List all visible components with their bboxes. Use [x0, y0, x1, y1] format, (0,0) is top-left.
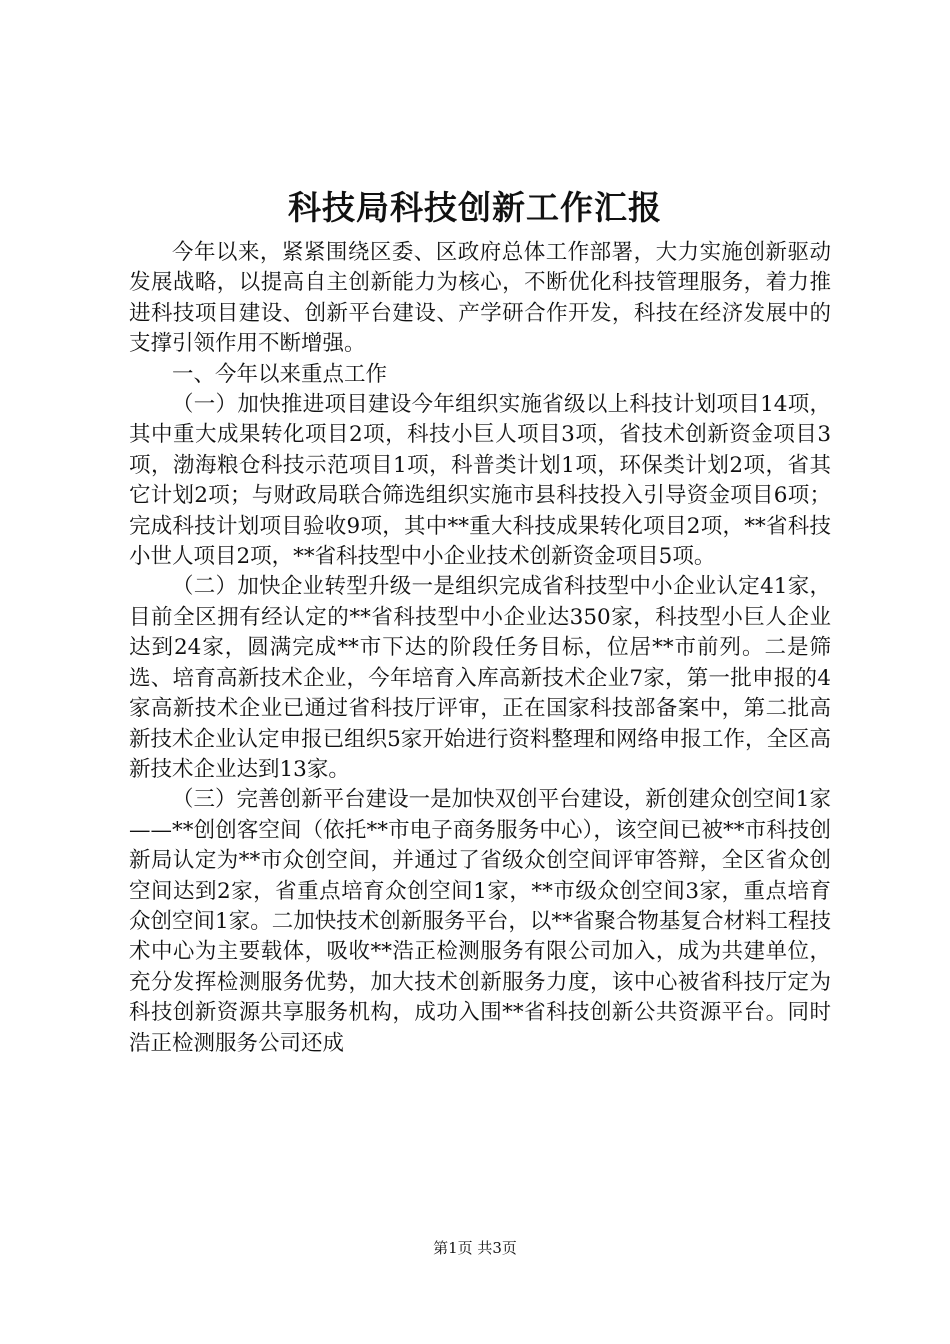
paragraph-project-construction: （一）加快推进项目建设今年组织实施省级以上科技计划项目14项，其中重大成果转化项目2项，科技小巨人项目3项，省技术创新资金项目3项，渤海粮仓科技示范项目1项，科普类计划1项，环保类计划2项，省其它计划2项；与财政局联合筛选组织实施市县科技投入引导资金项目6项；完成科技计划项目验收9项，其中**重大科技成果转化项目2项，**省科技小世人项目2项，**省科技型中小企业技术创新资金项目5项。 — [129, 392, 831, 570]
document-body — [129, 238, 831, 1059]
intro-paragraph: 今年以来，紧紧围绕区委、区政府总体工作部署，大力实施创新驱动发展战略，以提高自主创新能力为核心，不断优化科技管理服务，着力推进科技项目建设、创新平台建设、产学研合作开发，科技在经济发展中的支撑引领作用不断增强。 — [129, 240, 831, 357]
section-heading: 一、今年以来重点工作 — [172, 361, 388, 387]
document-title: 科技局科技创新工作汇报 — [288, 188, 662, 227]
page-footer: 第1页 共3页 — [433, 1239, 517, 1257]
paragraph-innovation-platform: （三）完善创新平台建设一是加快双创平台建设，新创建众创空间1家——**创创客空间（依托**市电子商务服务中心），该空间已被**市科技创新局认定为**市众创空间，并通过了省级众创空间评审答辩，全区省众创空间达到2家，省重点培育众创空间1家，**市级众创空间3家，重点培育众创空间1家。二加快技术创新服务平台，以**省聚合物基复合材料工程技术中心为主要载体，吸收**浩正检测服务有限公司加入，成为共建单位，充分发挥检测服务优势，加大技术创新服务力度，该中心被省科技厅定为科技创新资源共享服务机构，成功入围**省科技创新公共资源平台。同时浩正检测服务公司还成 — [129, 787, 831, 1056]
paragraph-enterprise-upgrade: （二）加快企业转型升级一是组织完成省科技型中小企业认定41家，目前全区拥有经认定的**省科技型中小企业达350家，科技型小巨人企业达到24家，圆满完成**市下达的阶段任务目标，位居**市前列。二是筛选、培育高新技术企业，今年培育入库高新技术企业7家，第一批申报的4家高新技术企业已通过省科技厅评审，正在国家科技部备案中，第二批高新技术企业认定申报已组织5家开始进行资料整理和网络申报工作，全区高新技术企业达到13家。 — [129, 574, 831, 782]
